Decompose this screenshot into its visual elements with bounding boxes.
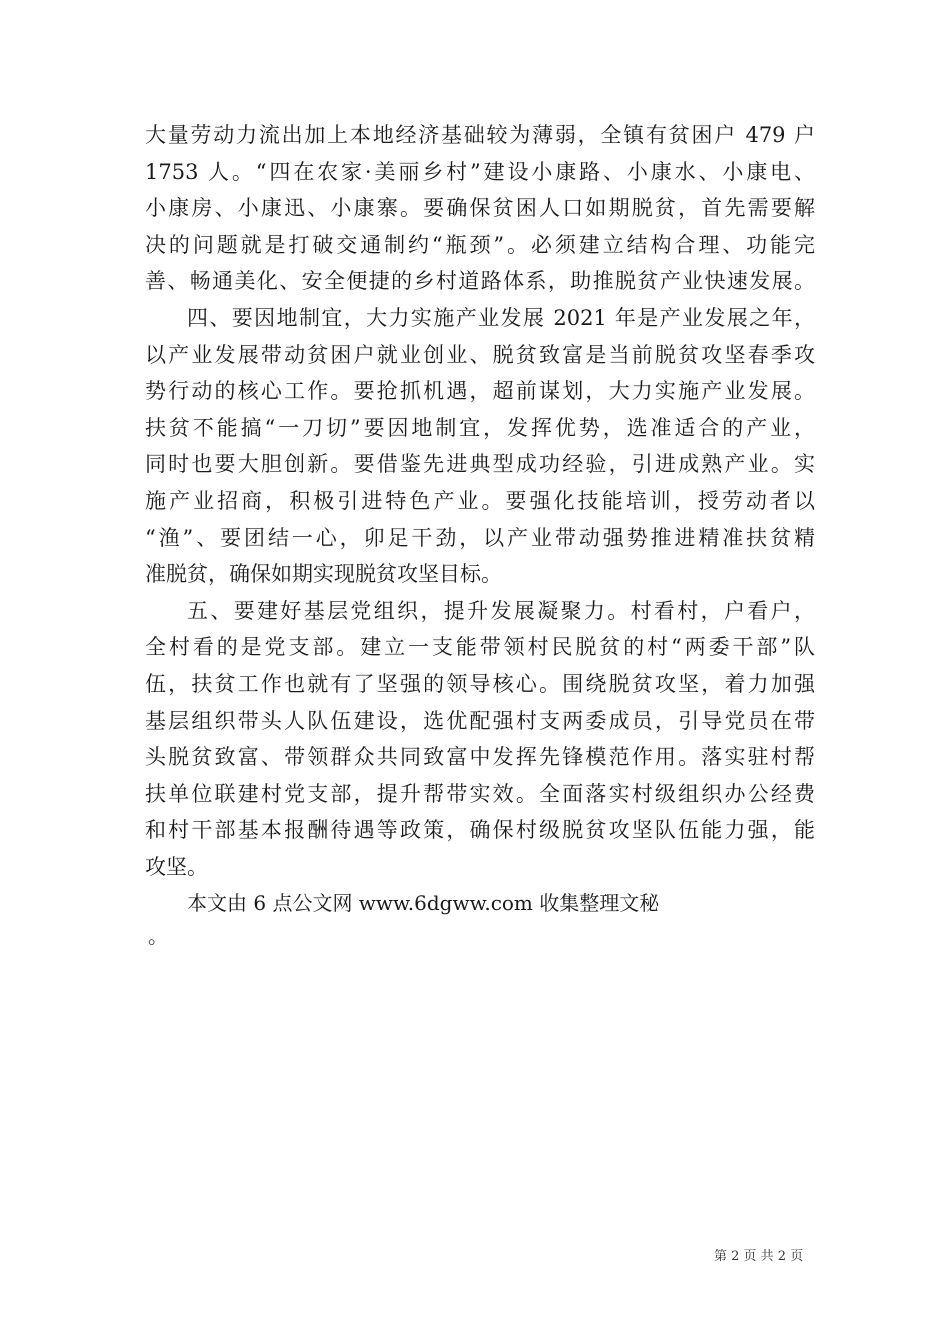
text-line: 同时也要大胆创新。要借鉴先进典型成功经验，引进成熟产业。实 (145, 452, 815, 477)
paragraph-3 (145, 593, 815, 886)
text-line: 势行动的核心工作。要抢抓机遇，超前谋划，大力实施产业发展。 (145, 379, 815, 404)
text-line: 五、要建好基层党组织，提升发展凝聚力。村看村，户看户， (187, 598, 815, 623)
text-line: 头脱贫致富、带领群众共同致富中发挥先锋模范作用。落实驻村帮 (145, 745, 815, 770)
text-line: 1753 人。“四在农家·美丽乡村”建设小康路、小康水、小康电、 (145, 159, 815, 184)
document-body (145, 117, 815, 885)
text-line: 扶单位联建村党支部，提升帮带实效。全面落实村级组织办公经费 (145, 781, 815, 806)
text-line: 和村干部基本报酬待遇等政策，确保村级脱贫攻坚队伍能力强，能 (145, 818, 815, 843)
text-line: 施产业招商，积极引进特色产业。要强化技能培训，授劳动者以 (145, 488, 815, 513)
text-line: 以产业发展带动贫困户就业创业、脱贫致富是当前脱贫攻坚春季攻 (145, 342, 815, 367)
text-line: 决的问题就是打破交通制约“瓶颈”。必须建立结构合理、功能完 (145, 232, 815, 257)
text-line: 大量劳动力流出加上本地经济基础较为薄弱，全镇有贫困户 479 户 (145, 123, 815, 147)
paragraph-2 (145, 300, 815, 593)
text-line: 基层组织带头人队伍建设，选优配强村支两委成员，引导党员在带 (145, 708, 815, 733)
text-line: 伍，扶贫工作也就有了坚强的领导核心。围绕脱贫攻坚，着力加强 (145, 671, 815, 696)
text-line: 全村看的是党支部。建立一支能带领村民脱贫的村“两委干部”队 (145, 635, 815, 660)
paragraph-1 (145, 117, 815, 300)
text-line: 四、要因地制宜，大力实施产业发展 2021 年是产业发展之年， (187, 305, 815, 330)
text-line: 攻坚。 (145, 854, 208, 879)
text-line: 善、畅通美化、安全便捷的乡村道路体系，助推脱贫产业快速发展。 (145, 269, 815, 294)
source-credit-tail: 。 (148, 924, 168, 948)
text-line: 扶贫不能搞“一刀切”要因地制宜，发挥优势，选准适合的产业， (145, 415, 815, 440)
text-line: 准脱贫，确保如期实现脱贫攻坚目标。 (145, 562, 502, 587)
text-line: 小康房、小康迅、小康寨。要确保贫困人口如期脱贫，首先需要解 (145, 196, 815, 221)
source-credit: 本文由 6 点公文网 www.6dgww.com 收集整理文秘 (187, 891, 660, 915)
text-line: “渔”、要团结一心，卯足干劲，以产业带动强势推进精准扶贫精 (145, 525, 815, 550)
page-number: 第 2 页 共 2 页 (714, 1249, 804, 1264)
